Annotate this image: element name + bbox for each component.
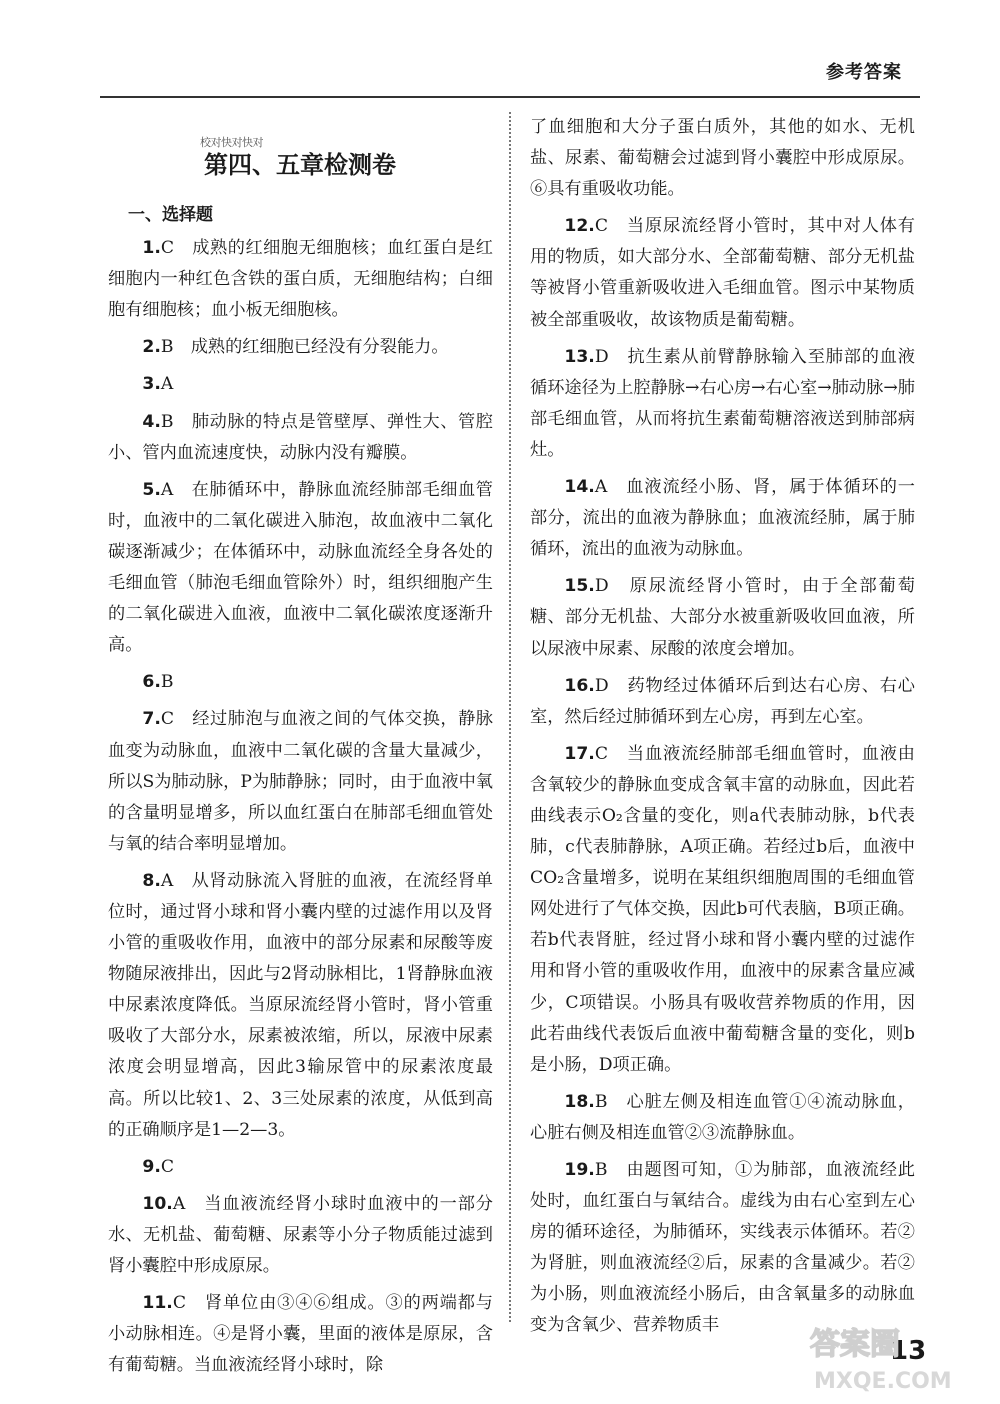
- answer-text: A 当血液流经肾小球时血液中的一部分水、无机盐、葡萄糖、尿素等小分子物质能过滤到肾小囊腔中形成原尿。: [108, 1193, 493, 1276]
- answer-item: [530, 571, 915, 664]
- answer-number: 14.: [564, 477, 595, 498]
- answer-number: 1.: [142, 238, 161, 259]
- watermark-text: MXQE.COM: [814, 1369, 952, 1394]
- answer-number: 8.: [142, 870, 161, 891]
- answer-text: B 成熟的红细胞已经没有分裂能力。: [160, 337, 449, 358]
- answer-text: A 血液流经小肠、肾，属于体循环的一部分，流出的血液为静脉血；血液流经肺，属于肺循环，流出的血液为动脉血。: [530, 477, 915, 560]
- chapter-title: 第四、五章检测卷: [204, 151, 396, 179]
- answer-item: [108, 866, 493, 1146]
- answer-item: [530, 671, 915, 733]
- answer-number: 6.: [142, 672, 161, 693]
- answer-text: C 成熟的红细胞无细胞核；血红蛋白是红细胞内一种红色含铁的蛋白质，无细胞结构；白细胞有细胞核；血小板无细胞核。: [108, 238, 493, 321]
- answer-text: C 当血液流经肺部毛细血管时，血液由含氧较少的静脉血变成含氧丰富的动脉血，因此若曲线表示O₂含量的变化，则a代表肺动脉，b代表肺，c代表肺静脉，A项正确。若经过b后，血液中CO₂含量增多，说明在某组织细胞周围的毛细血管网处进行了气体交换，因此b可代表脑，B项正确。若b代表肾脏，经过肾小球和肾小囊内壁的过滤作用和肾小管的重吸收作用，血液中的尿素含量应减少，C项错误。小肠具有吸收营养物质的作用，因此若曲线代表饭后血液中葡萄糖含量的变化，则b是小肠，D项正确。: [530, 743, 915, 1075]
- answer-number: 4.: [142, 411, 161, 432]
- answer-item: [530, 1087, 915, 1149]
- answer-number: 3.: [142, 374, 161, 395]
- svg-text:答案圈: 答案圈: [810, 1327, 900, 1362]
- answer-item: [108, 1152, 493, 1183]
- answer-text: B 由题图可知，①为肺部，血液流经此处时，血红蛋白与氧结合。虚线为由右心室到左心房的循环途径，为肺循环，实线表示体循环。若②为肾脏，则血液流经②后，尿素的含量减少。若②为小肠，则血液流经小肠后，由含氧量多的动脉血变为含氧少、营养物质丰: [530, 1160, 915, 1336]
- right-column: [530, 112, 915, 1348]
- page-number: 13: [890, 1336, 927, 1366]
- answer-text: C 当原尿流经肾小管时，其中对人体有用的物质，如大部分水、全部葡萄糖、部分无机盐等被肾小管重新吸收进入毛细血管。图示中某物质被全部重吸收，故该物质是葡萄糖。: [530, 216, 915, 330]
- answer-text: A 在肺循环中，静脉血流经肺部毛细血管时，血液中的二氧化碳进入肺泡，故血液中二氧化碳逐渐减少；在体循环中，动脉血流经全身各处的毛细血管（肺泡毛细血管除外）时，组织细胞产生的二氧化碳进入血液，血液中二氧化碳浓度逐渐升高。: [108, 479, 493, 656]
- left-answer-list: [108, 233, 493, 1381]
- header-rule: [100, 96, 920, 98]
- answer-number: 19.: [564, 1160, 595, 1180]
- answer-text: D 药物经过体循环后到达右心房、右心室，然后经过肺循环到左心房，再到左心室。: [530, 675, 915, 727]
- answer-text: C: [160, 1156, 175, 1177]
- answer-number: 5.: [142, 479, 161, 500]
- answer-text: B 肺动脉的特点是管壁厚、弹性大、管腔小、管内血流速度快，动脉内没有瓣膜。: [108, 411, 493, 463]
- right-answer-list: [530, 211, 915, 1341]
- answer-item: [108, 667, 493, 698]
- answer-number: 18.: [564, 1091, 595, 1112]
- proofread-stamp: 校对快对快对: [200, 136, 263, 149]
- answer-number: 12.: [564, 216, 595, 237]
- answer-item: [530, 342, 915, 466]
- answer-number: 7.: [142, 709, 161, 730]
- answer-item: [108, 233, 493, 326]
- answer-item: [108, 1189, 493, 1282]
- answer-number: 16.: [564, 675, 595, 696]
- left-column: [108, 200, 493, 1387]
- header-label: 参考答案: [826, 62, 902, 83]
- column-divider: [509, 112, 511, 1322]
- answer-text: A 从肾动脉流入肾脏的血液，在流经肾单位时，通过肾小球和肾小囊内壁的过滤作用以及肾小管的重吸收作用，血液中的部分尿素和尿酸等废物随尿液排出，因此与2肾动脉相比，1肾静脉血液中尿素浓度降低。当原尿流经肾小管时，肾小管重吸收了大部分水，尿素被浓缩，所以，尿液中尿素浓度会明显增高，因此3输尿管中的尿素浓度最高。所以比较1、2、3三处尿素的浓度，从低到高的正确顺序是1—2—3。: [108, 870, 493, 1140]
- answer-number: 10.: [142, 1193, 173, 1214]
- answer-item: [108, 407, 493, 469]
- answer-item: [108, 475, 493, 662]
- section-heading: 一、选择题: [128, 205, 213, 225]
- answer-text: C 经过肺泡与血液之间的气体交换，静脉血变为动脉血，血液中二氧化碳的含量大量减少，所以S为肺动脉，P为肺静脉；同时，由于血液中氧的含量明显增多，所以血红蛋白在肺部毛细血管处与氧的结合率明显增加。: [108, 709, 493, 854]
- answer-item: [108, 1288, 493, 1381]
- answer-number: 2.: [142, 337, 161, 358]
- answer-number: 9.: [142, 1156, 161, 1177]
- watermark-logo: [800, 1316, 980, 1396]
- answer-number: 15.: [564, 576, 595, 597]
- answer-text: B: [160, 672, 174, 693]
- answer-item: [108, 704, 493, 859]
- answer-item: [108, 369, 493, 400]
- answer-text: C 肾单位由③④⑥组成。③的两端都与小动脉相连。④是肾小囊，里面的液体是原尿，含有葡萄糖。当血液流经肾小球时，除: [108, 1293, 493, 1376]
- answer-item: [530, 472, 915, 565]
- answer-text: A: [160, 374, 174, 395]
- answer-item: [530, 1155, 915, 1342]
- answer-item: [530, 739, 915, 1081]
- answer-item: [530, 211, 915, 335]
- answer-text: D 原尿流经肾小管时，由于全部葡萄糖、部分无机盐、大部分水被重新吸收回血液，所以尿液中尿素、尿酸的浓度会增加。: [530, 576, 915, 659]
- continued-text: 了血细胞和大分子蛋白质外，其他的如水、无机盐、尿素、葡萄糖会过滤到肾小囊腔中形成原尿。⑥具有重吸收功能。: [530, 117, 915, 200]
- answer-number: 17.: [564, 743, 595, 764]
- answer-number: 13.: [564, 346, 595, 367]
- answer-item: [108, 332, 493, 363]
- answer-text: D 抗生素从前臂静脉输入至肺部的血液循环途径为上腔静脉→右心房→右心室→肺动脉→肺部毛细血管，从而将抗生素葡萄糖溶液送到肺部病灶。: [530, 346, 915, 460]
- answer-number: 11.: [142, 1293, 173, 1314]
- answer-text: B 心脏左侧及相连血管①④流动脉血，心脏右侧及相连血管②③流静脉血。: [530, 1091, 915, 1143]
